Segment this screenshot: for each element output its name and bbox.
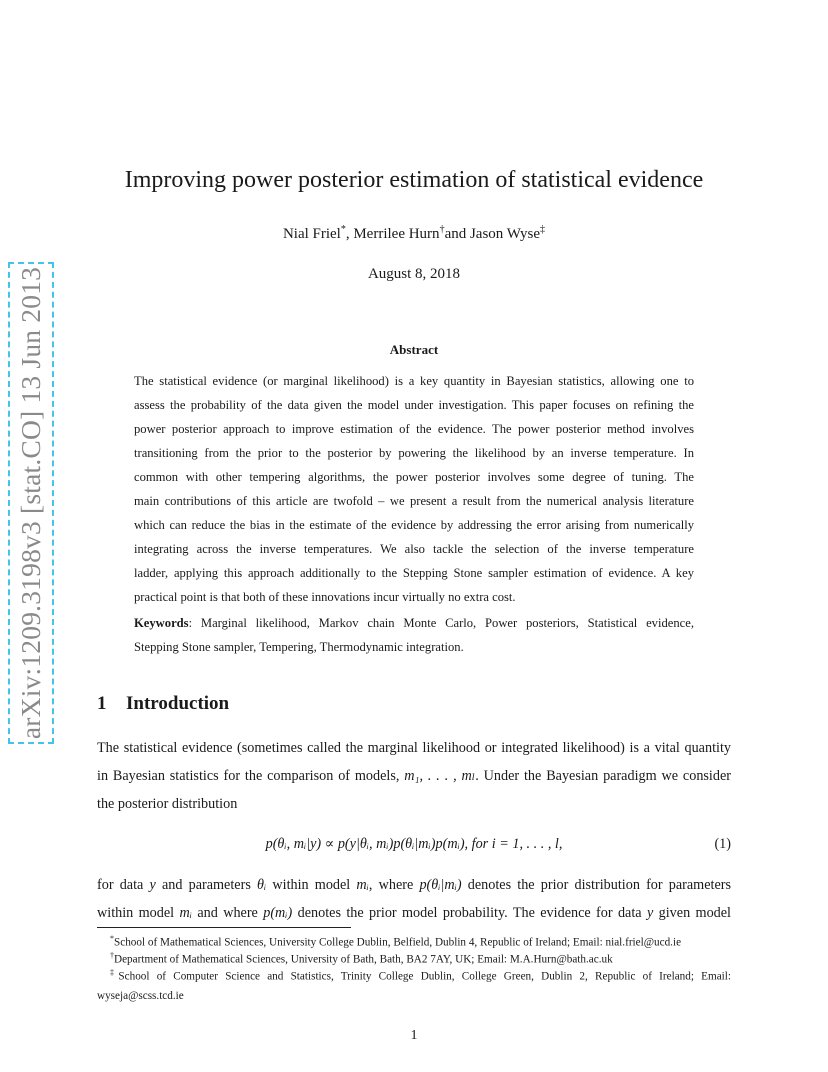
footnote-text: Department of Mathematical Sciences, University of Bath, Bath, BA2 7AY, UK; Email: M.A.Hurn@bath.ac.uk xyxy=(114,953,613,966)
footnote-3 xyxy=(110,966,731,984)
abstract-line: transitioning from the prior to the posterior by powering the likelihood by an inverse temperature. In xyxy=(134,446,694,460)
body-line: The statistical evidence (sometimes called the marginal likelihood or integrated likelihood) is a vital quantity xyxy=(97,740,731,756)
author-mark-3: ‡ xyxy=(540,224,546,235)
page-number: 1 xyxy=(410,1028,418,1043)
keywords-label: Keywords xyxy=(134,616,189,630)
keywords-line-2: Stepping Stone sampler, Tempering, Thermodynamic integration. xyxy=(134,640,464,654)
keywords-line xyxy=(134,615,694,631)
equation-math: p(θᵢ, mᵢ|y) ∝ p(y|θᵢ, mᵢ)p(θᵢ|mᵢ)p(mᵢ), for i = 1, . . . , l, xyxy=(265,836,563,852)
body-line xyxy=(97,876,731,894)
author-wyse: and Jason Wyse xyxy=(444,226,541,242)
abstract-line: practical point is that both of these innovations incur virtually no extra cost. xyxy=(134,590,516,604)
paper-date: August 8, 2018 xyxy=(367,266,461,282)
math-y: y xyxy=(149,877,156,893)
body-text: and parameters xyxy=(155,877,257,893)
equation-number: (1) xyxy=(714,836,731,852)
footnote-rule xyxy=(97,927,351,928)
body-text: within model xyxy=(266,877,357,893)
body-text: denotes the prior distribution for parameters xyxy=(461,877,731,893)
body-line xyxy=(97,904,731,922)
footnote-text: School of Mathematical Sciences, University College Dublin, Belfield, Dublin 4, Republic of Ireland; Email: nial.friel@ucd.ie xyxy=(114,936,682,949)
body-text: given model xyxy=(653,905,732,921)
body-text: within model xyxy=(97,905,180,921)
abstract-line: which can reduce the bias in the estimate of the evidence by addressing the error arising from numerically xyxy=(134,518,694,532)
keywords-text: : Marginal likelihood, Markov chain Monte Carlo, Power posteriors, Statistical evidence, xyxy=(188,616,694,630)
abstract-line: assess the probability of the data given the model under investigation. This paper focuses on refining the xyxy=(134,398,694,412)
abstract-line: integrating across the inverse temperatures. We also tackle the selection of the inverse temperature xyxy=(134,542,694,556)
author-mark-1: * xyxy=(340,224,346,235)
footnote-mark: * xyxy=(110,934,114,943)
body-text: . Under the Bayesian paradigm we consider xyxy=(475,768,731,784)
footnote-text: School of Computer Science and Statistics, Trinity College Dublin, College Green, Dublin 2, Republic of Ireland; Email: xyxy=(118,970,732,983)
math-theta: θᵢ xyxy=(257,877,267,893)
footnote-3-continuation: wyseja@scss.tcd.ie xyxy=(97,990,184,1002)
math-prior: p(θᵢ|mᵢ) xyxy=(419,877,462,893)
body-text: denotes the prior model probability. The evidence for data xyxy=(292,905,647,921)
arxiv-stamp-text: arXiv:1209.3198v3 [stat.CO] 13 Jun 2013 xyxy=(15,266,46,740)
author-mark-2: † xyxy=(439,224,445,235)
abstract-heading: Abstract xyxy=(389,342,439,357)
author-list xyxy=(0,224,828,243)
section-number: 1 xyxy=(97,693,107,714)
math-m: mᵢ xyxy=(179,905,192,921)
math-m: mᵢ xyxy=(356,877,369,893)
abstract-line: ladder, applying this approach additionally to the Stepping Stone sampler estimation of evidence. A key xyxy=(134,566,694,580)
body-text: in Bayesian statistics for the comparison of models, xyxy=(97,768,405,784)
math-models: m₁, . . . , mₗ xyxy=(404,768,476,784)
author-hurn: , Merrilee Hurn xyxy=(345,226,440,242)
math-model-prior: p(mᵢ) xyxy=(263,905,293,921)
body-line: the posterior distribution xyxy=(97,796,238,812)
author-friel: Nial Friel xyxy=(282,226,341,242)
body-text: , where xyxy=(368,877,420,893)
math-y: y xyxy=(646,905,654,921)
footnote-2 xyxy=(110,949,731,967)
body-text: for data xyxy=(97,877,150,893)
paper-title: Improving power posterior estimation of statistical evidence xyxy=(124,167,704,193)
abstract-line: common with other tempering algorithms, the power posterior involves some degree of tuning. The xyxy=(134,470,694,484)
abstract-line: main contributions of this article are twofold – we present a result from the numerical analysis literature xyxy=(134,494,694,508)
abstract-line: The statistical evidence (or marginal likelihood) is a key quantity in Bayesian statistics, allowing one to xyxy=(134,374,694,388)
footnote-mark: † xyxy=(110,951,114,960)
footnote-mark: ‡ xyxy=(110,968,119,977)
footnote-1 xyxy=(110,932,731,950)
body-line xyxy=(97,767,731,785)
body-text: and where xyxy=(191,905,264,921)
section-title: Introduction xyxy=(126,693,230,714)
abstract-line: power posterior approach to improve estimation of the evidence. The power posterior method involves xyxy=(134,422,694,436)
